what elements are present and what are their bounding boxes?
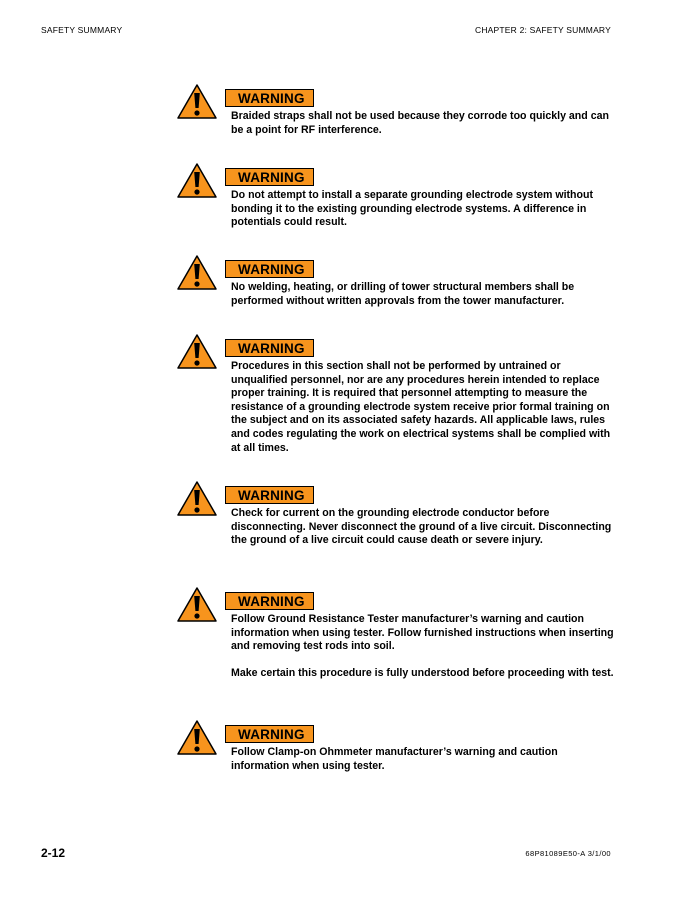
running-header-left: SAFETY SUMMARY [41, 25, 123, 35]
warning-text [231, 189, 614, 230]
warning-triangle-icon [176, 480, 218, 517]
warning-triangle-icon [176, 719, 218, 756]
warning-label: WARNING [225, 168, 314, 186]
warning-paragraph: Braided straps shall not be used because they corrode too quickly and can be a point for RF interference. [231, 110, 609, 136]
warning-paragraph: Follow Ground Resistance Tester manufacturer’s warning and caution information when using tester. Follow furnished instructions when inserting and removing test rods into soil. [231, 613, 614, 653]
warning-triangle-icon [176, 333, 218, 370]
warning-label: WARNING [225, 89, 314, 107]
warning-text [231, 507, 614, 548]
warning-triangle-icon [176, 254, 218, 291]
running-header-right: CHAPTER 2: SAFETY SUMMARY [475, 25, 611, 35]
warning-paragraph: Follow Clamp-on Ohmmeter manufacturer’s warning and caution information when using tester. [231, 746, 558, 772]
warning-paragraph: Do not attempt to install a separate grounding electrode system without bonding it to the existing grounding electrode systems. A difference in potentials could result. [231, 189, 593, 229]
warning-paragraph: Procedures in this section shall not be performed by untrained or unqualified personnel, nor are any procedures herein intended to replace proper training. It is required that personnel attempting to measure the resistance of a grounding electrode system receive prior formal training on the subject and on its associated safety hazards. All applicable laws, rules and codes regulating the work on electrical systems shall be complied with at all times. [231, 360, 611, 454]
page-number: 2-12 [41, 846, 66, 860]
warning-label: WARNING [225, 592, 314, 610]
warning-triangle-icon [176, 586, 218, 623]
warning-text [231, 613, 614, 681]
warning-label: WARNING [225, 725, 314, 743]
warning-label: WARNING [225, 486, 314, 504]
warning-paragraph: Check for current on the grounding electrode conductor before disconnecting. Never disconnect the ground of a live circuit. Disconnecting the ground of a live circuit could cause death or severe injury. [231, 507, 612, 547]
warning-label: WARNING [225, 260, 314, 278]
warning-paragraph: Make certain this procedure is fully understood before proceeding with test. [231, 667, 614, 680]
warning-triangle-icon [176, 162, 218, 199]
warning-text [231, 281, 614, 308]
warning-text [231, 110, 614, 137]
warning-text [231, 746, 614, 773]
warning-triangle-icon [176, 83, 218, 120]
warning-label: WARNING [225, 339, 314, 357]
warning-paragraph: No welding, heating, or drilling of tower structural members shall be performed without written approvals from the tower manufacturer. [231, 281, 575, 307]
document-id: 68P81089E50-A 3/1/00 [525, 849, 611, 858]
warning-text [231, 360, 614, 455]
